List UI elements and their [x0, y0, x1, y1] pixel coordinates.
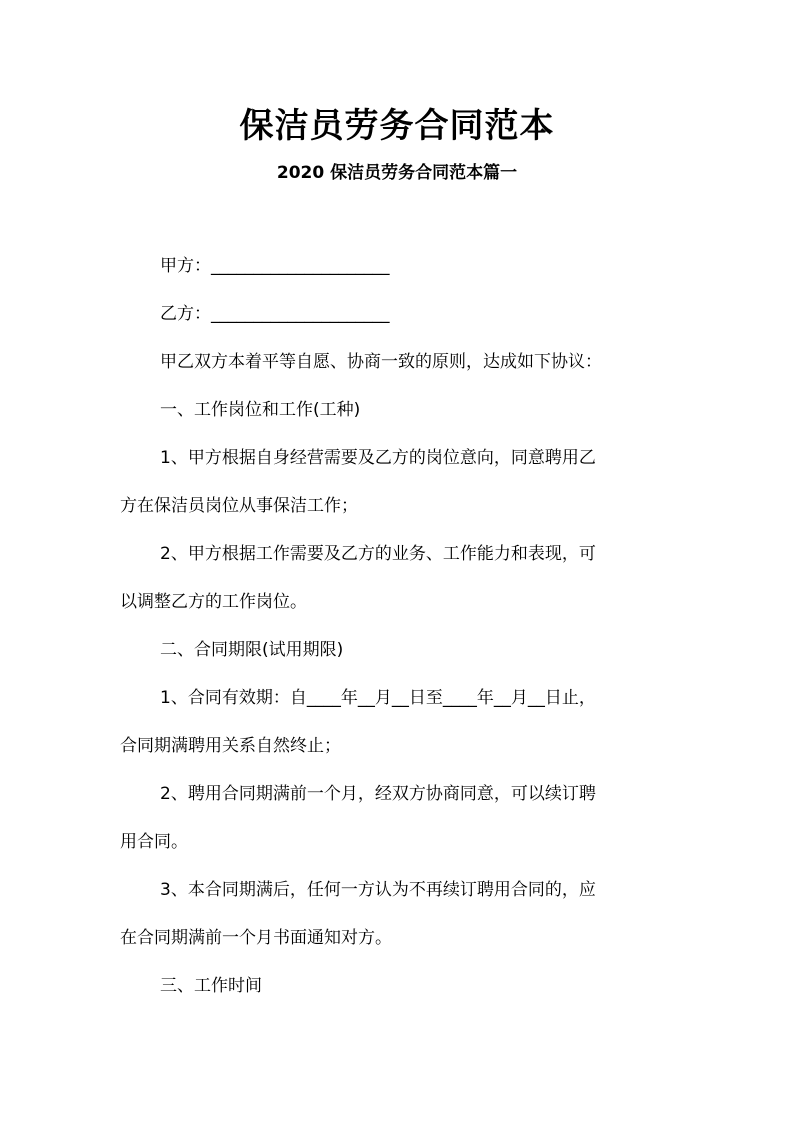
- party-a-line: [120, 242, 710, 290]
- s1-item2-line1: 2、甲方根据工作需要及乙方的业务、工作能力和表现，可: [160, 544, 596, 564]
- s2-item2-line2: 用合同。: [120, 832, 188, 852]
- intro-paragraph: 甲乙双方本着平等自愿、协商一致的原则，达成如下协议：: [160, 352, 602, 372]
- s1-item2-line2: 以调整乙方的工作岗位。: [120, 592, 307, 612]
- party-b-blank: _____________________: [211, 304, 390, 324]
- party-a-label: 甲方：: [160, 256, 211, 276]
- party-a-blank: _____________________: [211, 256, 390, 276]
- s2-item1-line2: 合同期满聘用关系自然终止；: [120, 736, 341, 756]
- section-3-heading: 三、工作时间: [160, 976, 262, 996]
- s1-item1-line1: 1、甲方根据自身经营需要及乙方的岗位意向，同意聘用乙: [160, 448, 596, 468]
- s2-item3-line2: 在合同期满前一个月书面通知对方。: [120, 928, 392, 948]
- s2-item1-line1: 1、合同有效期：自____年__月__日至____年__月__日止，: [160, 688, 596, 708]
- s1-item1-line2: 方在保洁员岗位从事保洁工作；: [120, 496, 358, 516]
- s2-item3-line1: 3、本合同期满后，任何一方认为不再续订聘用合同的，应: [160, 880, 596, 900]
- document-title: 保洁员劳务合同范本: [239, 106, 555, 146]
- section-2-heading: 二、合同期限(试用期限): [160, 640, 344, 660]
- party-b-label: 乙方：: [160, 304, 211, 324]
- s2-item2-line1: 2、聘用合同期满前一个月，经双方协商同意，可以续订聘: [160, 784, 596, 804]
- section-1-heading: 一、工作岗位和工作(工种): [160, 400, 361, 420]
- document-subtitle: 2020 保洁员劳务合同范本篇一: [276, 163, 518, 183]
- party-b-line: [120, 290, 710, 338]
